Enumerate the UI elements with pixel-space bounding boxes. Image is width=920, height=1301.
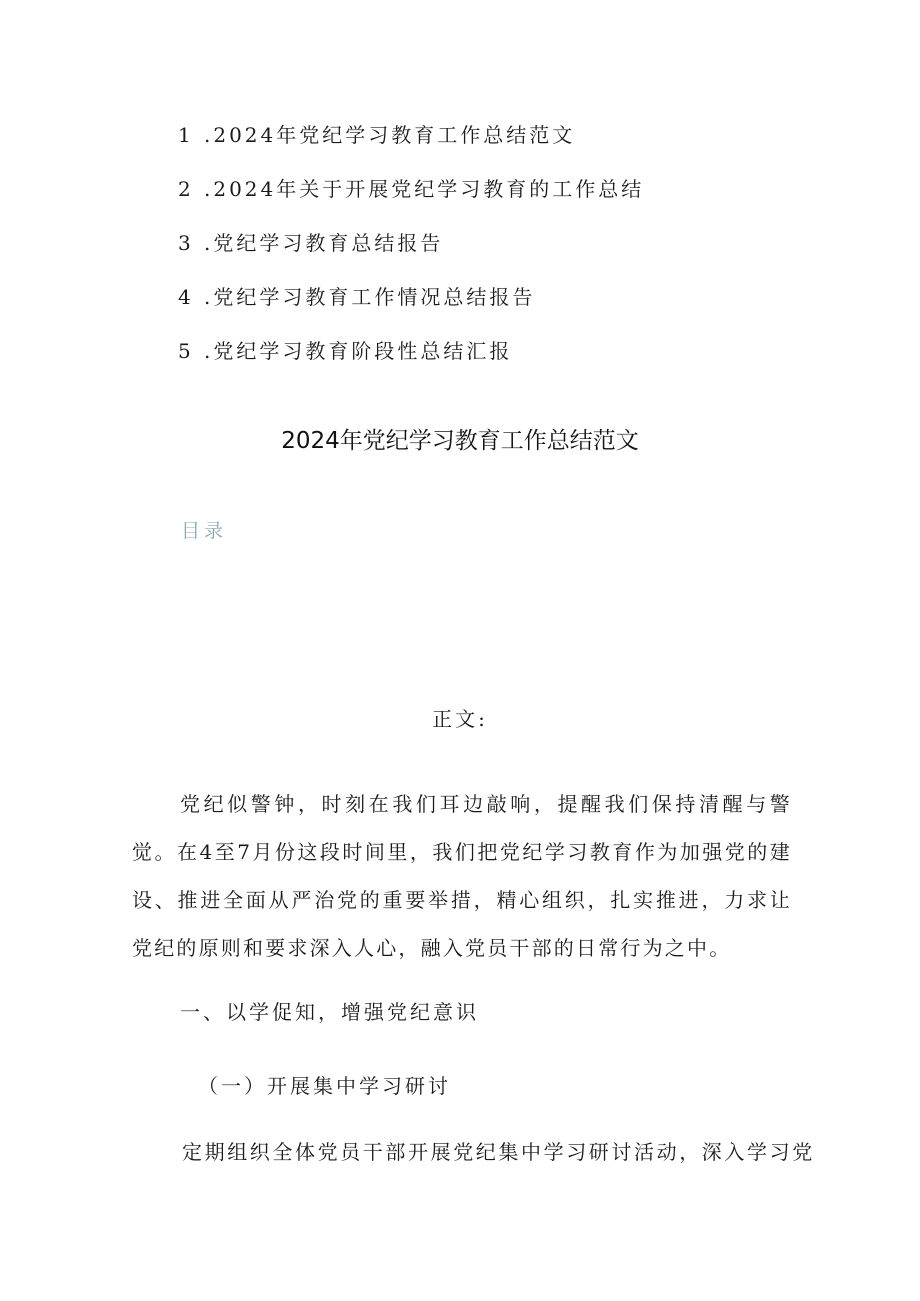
toc-item-3[interactable] [178,226,644,280]
subsection-paragraph: 定期组织全体党员干部开展党纪集中学习研讨活动，深入学习党 [182,1140,815,1164]
toc-item-label: .党纪学习教育总结报告 [204,231,444,255]
intro-paragraph: 党纪似警钟，时刻在我们耳边敲响，提醒我们保持清醒与警觉。在4至7月份这段时间里，我们把党纪学习教育作为加强党的建设、推进全面从严治党的重要举措，精心组织，扎实推进，力求让党纪的原则和要求深入人心，融入党员干部的日常行为之中。 [132,792,792,960]
section-heading: 一、以学促知，增强党纪意识 [180,1000,479,1024]
toc-item-number: 5 [178,339,194,363]
toc-item-1[interactable] [178,118,644,172]
table-of-contents [178,118,644,388]
toc-item-number: 3 [178,231,194,255]
toc-item-number: 2 [178,177,194,201]
toc-item-label: .2024年关于开展党纪学习教育的工作总结 [204,177,645,201]
subsection-heading: （一）开展集中学习研讨 [198,1074,451,1098]
toc-item-number: 4 [178,285,194,309]
toc-item-5[interactable] [178,334,644,388]
toc-item-2[interactable] [178,172,644,226]
document-title: 2024年党纪学习教育工作总结范文 [281,428,639,454]
toc-item-label: .党纪学习教育阶段性总结汇报 [204,339,513,363]
contents-link[interactable]: 目录 [181,520,228,542]
toc-item-label: .2024年党纪学习教育工作总结范文 [204,123,576,147]
toc-item-number: 1 [178,123,194,147]
body-label: 正文: [432,707,488,731]
toc-item-4[interactable] [178,280,644,334]
toc-item-label: .党纪学习教育工作情况总结报告 [204,285,536,309]
